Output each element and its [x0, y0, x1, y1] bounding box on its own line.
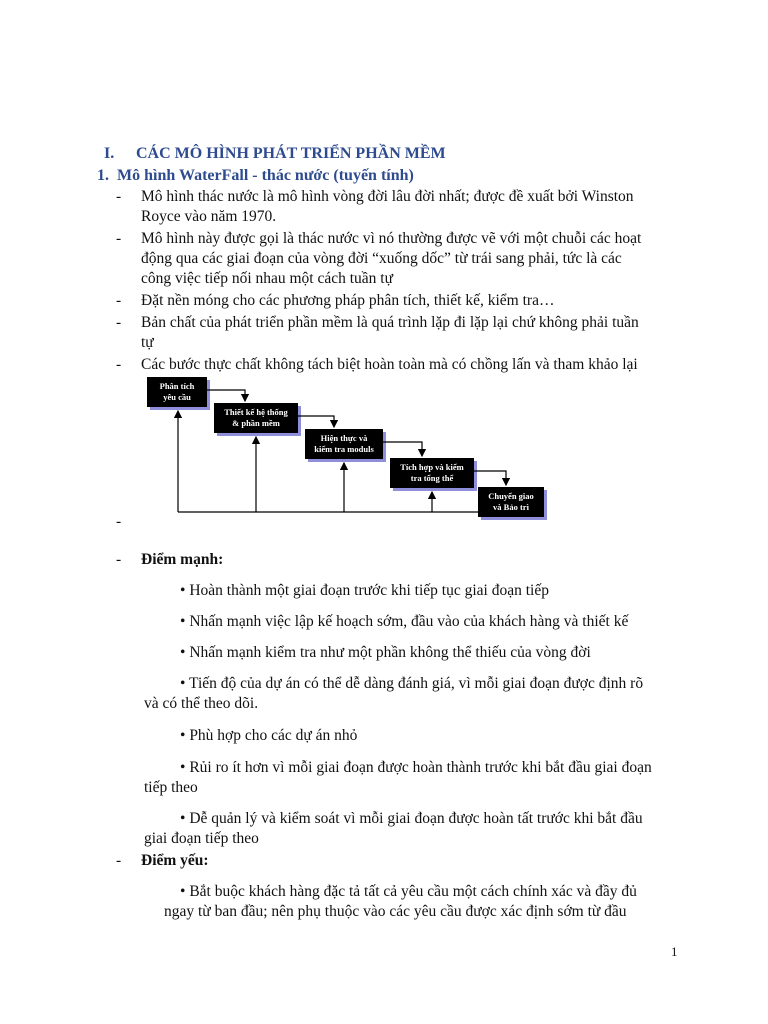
box-label: Thiết kế hệ thống [224, 407, 288, 417]
box-label: Phân tích [159, 381, 195, 391]
forward-arrow [207, 390, 245, 401]
bullet-line: công việc tiếp nối nhau một cách tuần tự [141, 270, 394, 287]
item-line: tiếp theo [144, 779, 198, 796]
bullet-dot: • [180, 675, 186, 692]
item-line: Phù hợp cho các dự án nhỏ [189, 727, 358, 744]
box-label: Tích hợp và kiểm [400, 462, 464, 472]
strength-item [144, 643, 684, 663]
subsection-heading [97, 167, 414, 185]
bullet-line: Đặt nền móng cho các phương pháp phân tích, thiết kế, kiểm tra… [141, 292, 555, 309]
bullet-dot: • [180, 727, 186, 744]
subsection-number: 1. [97, 167, 109, 184]
item-line: Nhấn mạnh việc lập kế hoạch sớm, đầu vào của khách hàng và thiết kế [189, 613, 629, 630]
weaknesses-title: Điểm yếu: [141, 852, 209, 869]
item-line: ngay từ ban đầu; nên phụ thuộc vào các yêu cầu được xác định sớm từ đầu [164, 903, 627, 920]
box-label: yêu cầu [163, 392, 191, 402]
waterfall-diagram [142, 376, 552, 522]
forward-arrow [298, 416, 334, 427]
subsection-title: Mô hình WaterFall - thác nước (tuyến tính) [117, 167, 414, 184]
section-number: I. [104, 145, 115, 162]
item-line: Nhấn mạnh kiểm tra như một phần không thể thiếu của vòng đời [189, 644, 591, 661]
bullet-line: Bản chất của phát triển phần mềm là quá trình lặp đi lặp lại chứ không phải tuần [141, 314, 639, 331]
box-label: Chuyển giao [488, 491, 534, 501]
bullet-line: Mô hình này được gọi là thác nước vì nó thường được vẽ với một chuỗi các hoạt [141, 230, 642, 247]
page-number: 1 [671, 944, 678, 959]
section-title: CÁC MÔ HÌNH PHÁT TRIỂN PHẦN MỀM [136, 145, 446, 162]
strengths-title: Điểm mạnh: [141, 551, 224, 568]
weakness-item [144, 882, 684, 922]
box-label: Hiện thực và [320, 433, 368, 443]
item-line: Rủi ro ít hơn vì mỗi giai đoạn được hoàn thành trước khi bắt đầu giai đoạn [189, 759, 652, 776]
bullet-dot: • [180, 810, 186, 827]
bullet-dash: - [116, 230, 122, 247]
strength-item [144, 674, 684, 714]
strength-item [144, 612, 684, 632]
box-label: kiểm tra moduls [314, 444, 374, 454]
bullet-dash: - [116, 852, 122, 869]
bullet-dash: - [116, 356, 122, 373]
bullet-dot: • [180, 582, 186, 599]
box-label: và Bảo trì [493, 502, 529, 512]
strength-item [144, 581, 684, 601]
forward-arrow [474, 471, 506, 485]
item-line: Tiến độ của dự án có thể dễ dàng đánh giá, vì mỗi giai đoạn được định rõ [189, 675, 644, 692]
bullet-line: tự [141, 334, 154, 351]
bullet-dot: • [180, 883, 186, 900]
strength-item [144, 726, 684, 746]
item-line: Dễ quản lý và kiểm soát vì mỗi giai đoạn được hoàn tất trước khi bắt đầu [189, 810, 643, 827]
bullet-line: Royce vào năm 1970. [141, 208, 277, 225]
bullet-dot: • [180, 613, 186, 630]
bullet-dot: • [180, 759, 186, 776]
bullet-line: động qua các giai đoạn của vòng đời “xuống dốc” từ trái sang phải, tức là các [141, 250, 622, 267]
forward-arrow [383, 442, 422, 456]
bullet-dash: - [116, 551, 122, 568]
bullet-dash: - [116, 314, 122, 331]
item-line: và có thể theo dõi. [144, 695, 259, 712]
item-line: Bắt buộc khách hàng đặc tả tất cả yêu cầu một cách chính xác và đầy đủ [189, 883, 637, 900]
bullet-dash: - [116, 513, 122, 530]
bullet-dot: • [180, 644, 186, 661]
item-line: Hoàn thành một giai đoạn trước khi tiếp tục giai đoạn tiếp [189, 582, 549, 599]
strength-item [144, 758, 684, 798]
bullet-line: Mô hình thác nước là mô hình vòng đời lâu đời nhất; được đề xuất bởi Winston [141, 188, 634, 205]
item-line: giai đoạn tiếp theo [144, 830, 259, 847]
bullet-dash: - [116, 188, 122, 205]
bullet-line: Các bước thực chất không tách biệt hoàn toàn mà có chồng lấn và tham khảo lại [141, 356, 638, 373]
strength-item [144, 809, 684, 849]
box-label: tra tổng thể [410, 473, 454, 483]
bullet-dash: - [116, 292, 122, 309]
box-label: & phần mềm [232, 418, 280, 428]
